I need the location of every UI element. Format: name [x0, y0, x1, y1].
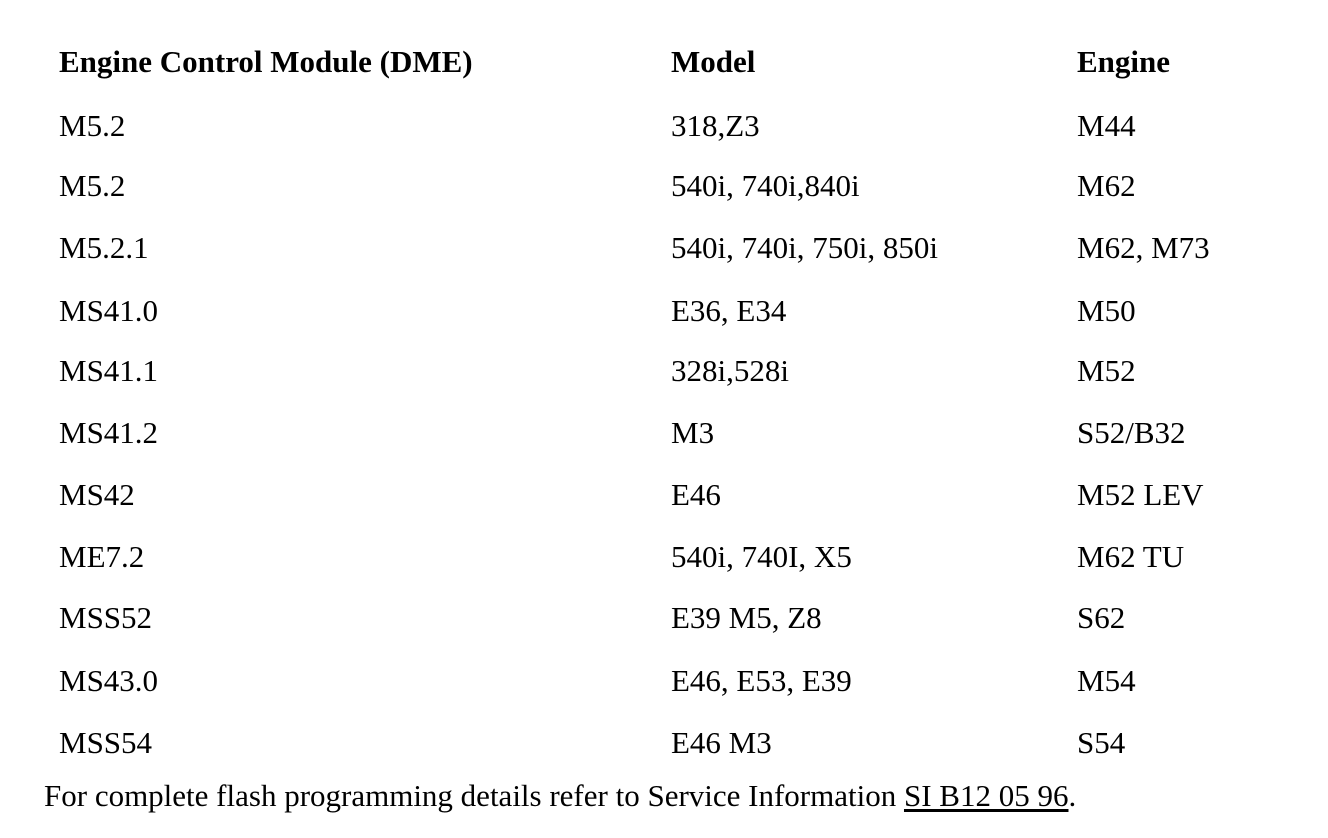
header-module: Engine Control Module (DME) — [59, 44, 473, 79]
table-row — [0, 106, 1328, 146]
cell-model: 540i, 740i,840i — [671, 168, 860, 203]
cell-model: E36, E34 — [671, 293, 787, 328]
cell-module: M5.2 — [59, 108, 126, 143]
cell-module: M5.2 — [59, 168, 126, 203]
table-header-row — [0, 42, 1328, 82]
cell-engine: M52 LEV — [1077, 477, 1204, 512]
table-row — [0, 291, 1328, 331]
cell-model: 540i, 740i, 750i, 850i — [671, 230, 938, 265]
cell-module: ME7.2 — [59, 539, 145, 574]
cell-engine: S62 — [1077, 600, 1126, 635]
cell-module: MSS52 — [59, 600, 153, 635]
header-engine: Engine — [1077, 44, 1171, 79]
footer-note — [44, 776, 1076, 816]
cell-model: 318,Z3 — [671, 108, 760, 143]
table-row — [0, 723, 1328, 763]
cell-module: MS43.0 — [59, 663, 159, 698]
table-row — [0, 661, 1328, 701]
cell-module: MS41.0 — [59, 293, 159, 328]
table-row — [0, 598, 1328, 638]
cell-model: 328i,528i — [671, 353, 789, 388]
cell-model: E46 M3 — [671, 725, 772, 760]
cell-module: MS41.1 — [59, 353, 159, 388]
cell-engine: M54 — [1077, 663, 1136, 698]
cell-engine: M62 — [1077, 168, 1136, 203]
header-model: Model — [671, 44, 756, 79]
service-info-link[interactable]: SI B12 05 96 — [903, 778, 1069, 813]
table-row — [0, 413, 1328, 453]
cell-engine: M52 — [1077, 353, 1136, 388]
cell-model: M3 — [671, 415, 715, 450]
table-row — [0, 166, 1328, 206]
table-row — [0, 351, 1328, 391]
cell-model: E46, E53, E39 — [671, 663, 852, 698]
cell-engine: M44 — [1077, 108, 1136, 143]
footer-period: . — [1068, 778, 1077, 813]
cell-engine: M62, M73 — [1077, 230, 1210, 265]
table-row — [0, 228, 1328, 268]
cell-engine: S54 — [1077, 725, 1126, 760]
cell-module: MS41.2 — [59, 415, 159, 450]
cell-module: MSS54 — [59, 725, 153, 760]
table-row — [0, 475, 1328, 515]
table-row — [0, 537, 1328, 577]
cell-module: M5.2.1 — [59, 230, 149, 265]
cell-engine: M62 TU — [1077, 539, 1185, 574]
cell-engine: M50 — [1077, 293, 1136, 328]
cell-model: 540i, 740I, X5 — [671, 539, 852, 574]
cell-module: MS42 — [59, 477, 135, 512]
footer-text: For complete flash programming details refer to Service Information — [44, 778, 904, 813]
cell-model: E46 — [671, 477, 721, 512]
cell-model: E39 M5, Z8 — [671, 600, 822, 635]
cell-engine: S52/B32 — [1077, 415, 1186, 450]
